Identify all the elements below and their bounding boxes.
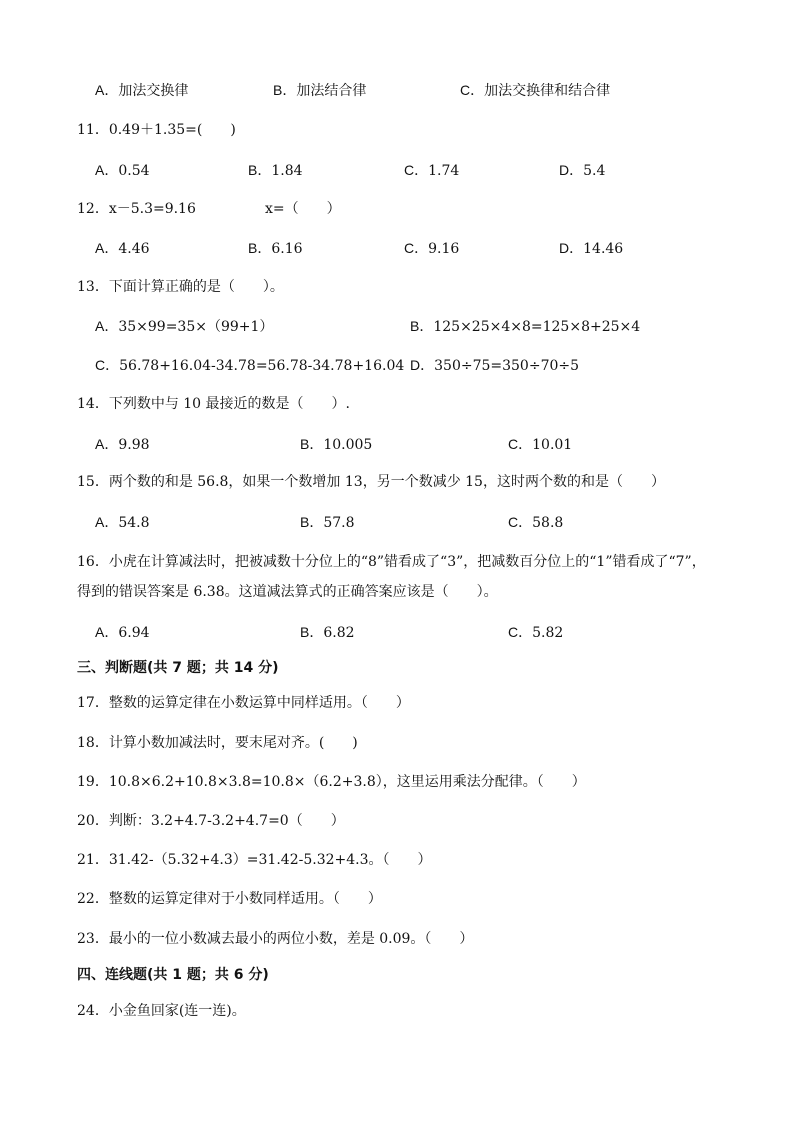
- option-text: 56.78+16.04-34.78=56.78-34.78+16.04: [119, 358, 405, 374]
- option-label: A．: [95, 240, 119, 256]
- q16-option-b[interactable]: [300, 622, 355, 643]
- q11-option-d[interactable]: [559, 160, 605, 181]
- option-text: 0.54: [118, 163, 150, 179]
- option-text: 6.94: [118, 625, 150, 641]
- q11-option-c[interactable]: [404, 160, 459, 181]
- option-label: C．: [508, 514, 533, 530]
- question-15: 15．两个数的和是 56.8，如果一个数增加 13，另一个数减少 15，这时两个数的和是（ ）: [77, 474, 665, 490]
- option-text: 57.8: [323, 515, 355, 531]
- option-text: 58.8: [532, 515, 564, 531]
- section-heading-matching: 四、连线题(共 1 题；共 6 分): [77, 967, 269, 983]
- option-label: C．: [460, 82, 485, 98]
- option-label: B．: [300, 514, 324, 530]
- q10-option-c[interactable]: [460, 80, 610, 101]
- option-label: C．: [508, 436, 533, 452]
- q12-option-b[interactable]: [248, 238, 303, 259]
- q15-option-b[interactable]: [300, 512, 355, 533]
- option-text: 350÷75=350÷70÷5: [434, 358, 580, 374]
- question-16-line2: 得到的错误答案是 6.38。这道减法算式的正确答案应该是（ ）。: [77, 584, 498, 600]
- option-label: A．: [95, 82, 119, 98]
- q10-option-a[interactable]: [95, 80, 188, 101]
- question-22: 22．整数的运算定律对于小数同样适用。（ ）: [77, 891, 382, 907]
- question-16-line1: 16．小虎在计算减法时，把被减数十分位上的“8”错看成了“3”，把减数百分位上的“1”错看成了“7”，: [77, 554, 706, 570]
- option-text: 14.46: [583, 241, 624, 257]
- question-17: 17．整数的运算定律在小数运算中同样适用。（ ）: [77, 695, 410, 711]
- question-11: 11．0.49＋1.35=( ): [77, 122, 236, 138]
- option-label: B．: [248, 240, 272, 256]
- q16-option-a[interactable]: [95, 622, 150, 643]
- q13-option-a[interactable]: [95, 316, 273, 337]
- option-text: 35×99=35×（99+1）: [118, 319, 274, 335]
- q12-option-d[interactable]: [559, 238, 623, 259]
- option-label: D．: [410, 357, 435, 373]
- option-text: 9.98: [118, 437, 150, 453]
- option-label: B．: [300, 436, 324, 452]
- option-label: A．: [95, 162, 119, 178]
- option-label: D．: [559, 240, 584, 256]
- option-text: 9.16: [428, 241, 460, 257]
- option-text: 54.8: [118, 515, 150, 531]
- option-label: C．: [508, 624, 533, 640]
- q14-option-c[interactable]: [508, 434, 572, 455]
- option-label: C．: [95, 357, 120, 373]
- q10-option-b[interactable]: [273, 80, 366, 101]
- option-text: 6.16: [271, 241, 303, 257]
- option-label: D．: [559, 162, 584, 178]
- section-heading-judgment: 三、判断题(共 7 题；共 14 分): [77, 660, 279, 676]
- question-21: 21．31.42-（5.32+4.3）=31.42-5.32+4.3。（ ）: [77, 852, 432, 868]
- q16-option-c[interactable]: [508, 622, 563, 643]
- question-18: 18．计算小数加减法时，要末尾对齐。( ): [77, 735, 358, 751]
- question-13: 13．下面计算正确的是（ ）。: [77, 279, 284, 295]
- question-23: 23．最小的一位小数减去最小的两位小数，差是 0.09。（ ）: [77, 931, 474, 947]
- q12-option-a[interactable]: [95, 238, 150, 259]
- option-text: 1.74: [428, 163, 460, 179]
- option-text: 125×25×4×8=125×8+25×4: [433, 319, 641, 335]
- option-text: 加法交换律: [118, 83, 189, 99]
- q11-option-a[interactable]: [95, 160, 150, 181]
- question-12: 12．x－5.3=9.16: [77, 201, 196, 217]
- option-text: 5.4: [583, 163, 606, 179]
- option-label: B．: [248, 162, 272, 178]
- option-text: 加法结合律: [296, 83, 367, 99]
- question-14: 14．下列数中与 10 最接近的数是（ ）.: [77, 396, 350, 412]
- option-text: 6.82: [323, 625, 355, 641]
- option-label: B．: [410, 318, 434, 334]
- option-text: 5.82: [532, 625, 564, 641]
- option-text: 10.005: [323, 437, 373, 453]
- option-text: 1.84: [271, 163, 303, 179]
- q14-option-b[interactable]: [300, 434, 372, 455]
- question-12-answer: x=（ ）: [265, 201, 341, 217]
- option-label: A．: [95, 624, 119, 640]
- option-text: 10.01: [532, 437, 573, 453]
- option-label: B．: [273, 82, 297, 98]
- option-label: B．: [300, 624, 324, 640]
- option-label: A．: [95, 318, 119, 334]
- q13-option-b[interactable]: [410, 316, 640, 337]
- option-text: 加法交换律和结合律: [484, 83, 611, 99]
- option-text: 4.46: [118, 241, 150, 257]
- question-19: 19．10.8×6.2+10.8×3.8=10.8×（6.2+3.8），这里运用乘法分配律。（ ）: [77, 774, 586, 790]
- option-label: A．: [95, 436, 119, 452]
- q15-option-a[interactable]: [95, 512, 150, 533]
- q12-option-c[interactable]: [404, 238, 459, 259]
- q13-option-d[interactable]: [410, 355, 579, 376]
- question-24: 24．小金鱼回家(连一连)。: [77, 1003, 246, 1019]
- option-label: C．: [404, 162, 429, 178]
- option-label: A．: [95, 514, 119, 530]
- q11-option-b[interactable]: [248, 160, 303, 181]
- question-20: 20．判断：3.2+4.7-3.2+4.7=0（ ）: [77, 813, 345, 829]
- q14-option-a[interactable]: [95, 434, 150, 455]
- option-label: C．: [404, 240, 429, 256]
- q15-option-c[interactable]: [508, 512, 563, 533]
- q13-option-c[interactable]: [95, 355, 404, 376]
